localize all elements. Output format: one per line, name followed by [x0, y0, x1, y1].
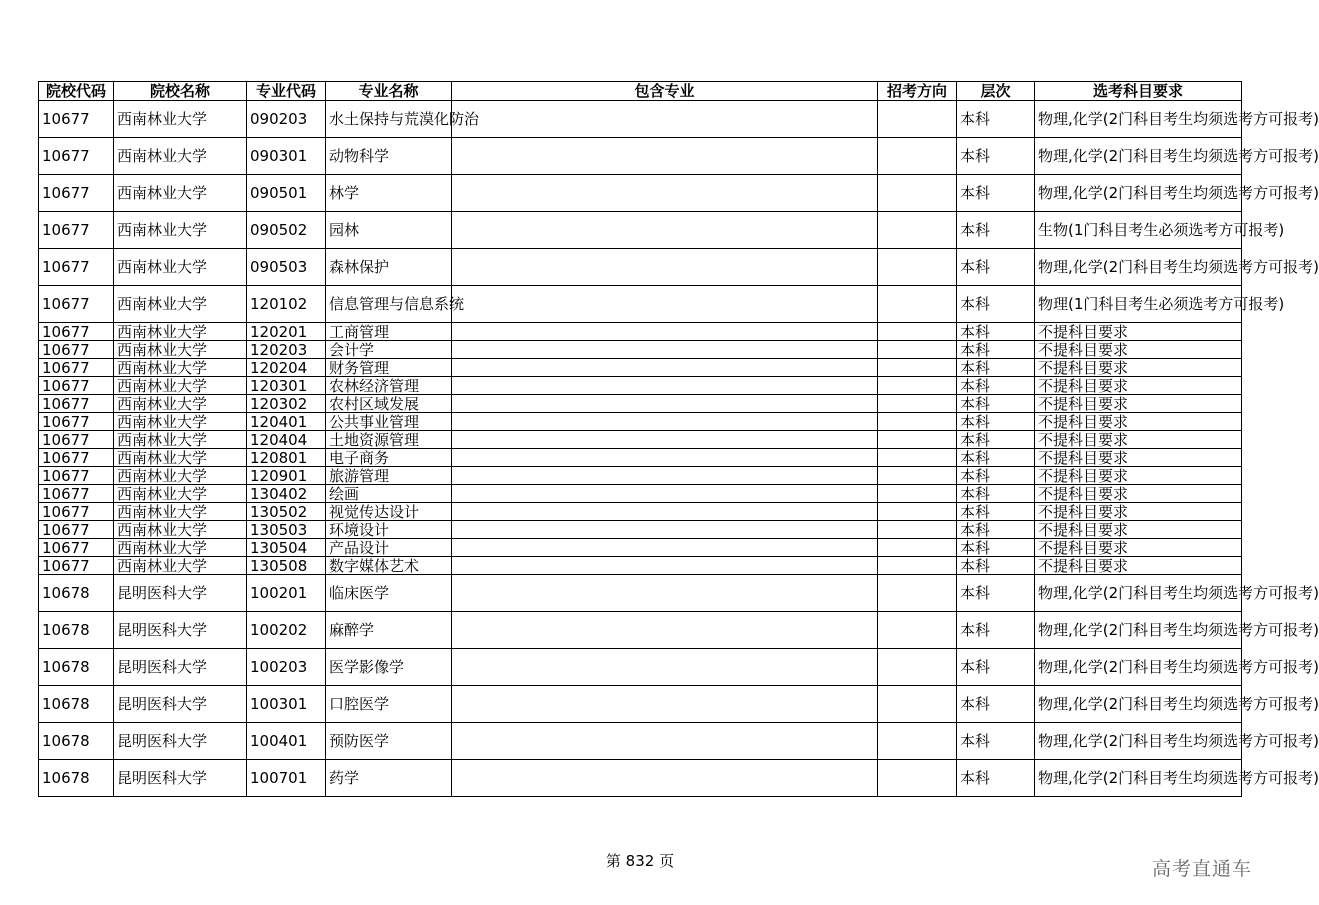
level-cell: 本科	[957, 723, 1035, 760]
school-code-cell: 10677	[39, 323, 114, 341]
major-code-cell: 090501	[247, 175, 326, 212]
major-name-cell: 林学	[326, 175, 452, 212]
school-code-cell: 10677	[39, 467, 114, 485]
included-majors-cell	[452, 649, 878, 686]
included-majors-cell	[452, 521, 878, 539]
level-cell: 本科	[957, 760, 1035, 797]
major-code-cell: 120901	[247, 467, 326, 485]
table-row	[39, 341, 1242, 359]
school-code-cell: 10677	[39, 249, 114, 286]
table-row	[39, 612, 1242, 649]
level-cell: 本科	[957, 485, 1035, 503]
table-row	[39, 377, 1242, 395]
direction-cell	[878, 249, 957, 286]
direction-cell	[878, 575, 957, 612]
major-name-cell: 财务管理	[326, 359, 452, 377]
school-name-cell: 昆明医科大学	[114, 575, 247, 612]
school-name-cell: 西南林业大学	[114, 521, 247, 539]
level-cell: 本科	[957, 377, 1035, 395]
school-name-cell: 西南林业大学	[114, 212, 247, 249]
header-direction: 招考方向	[878, 82, 957, 101]
table-row	[39, 539, 1242, 557]
subject-requirement-cell: 不提科目要求	[1035, 377, 1242, 395]
level-cell: 本科	[957, 557, 1035, 575]
included-majors-cell	[452, 449, 878, 467]
school-name-cell: 西南林业大学	[114, 138, 247, 175]
level-cell: 本科	[957, 212, 1035, 249]
included-majors-cell	[452, 557, 878, 575]
included-majors-cell	[452, 760, 878, 797]
header-major-name: 专业名称	[326, 82, 452, 101]
level-cell: 本科	[957, 138, 1035, 175]
level-cell: 本科	[957, 449, 1035, 467]
school-name-cell: 昆明医科大学	[114, 612, 247, 649]
level-cell: 本科	[957, 575, 1035, 612]
table-row	[39, 101, 1242, 138]
subject-requirement-cell: 不提科目要求	[1035, 431, 1242, 449]
school-name-cell: 昆明医科大学	[114, 760, 247, 797]
level-cell: 本科	[957, 539, 1035, 557]
table-row	[39, 359, 1242, 377]
school-code-cell: 10678	[39, 649, 114, 686]
header-major-code: 专业代码	[247, 82, 326, 101]
major-name-cell: 园林	[326, 212, 452, 249]
table-row	[39, 449, 1242, 467]
table-row	[39, 413, 1242, 431]
subject-requirement-cell: 不提科目要求	[1035, 485, 1242, 503]
major-code-cell: 090203	[247, 101, 326, 138]
school-code-cell: 10677	[39, 138, 114, 175]
major-name-cell: 视觉传达设计	[326, 503, 452, 521]
table-row	[39, 212, 1242, 249]
direction-cell	[878, 485, 957, 503]
school-code-cell: 10678	[39, 723, 114, 760]
included-majors-cell	[452, 612, 878, 649]
subject-requirement-cell: 不提科目要求	[1035, 341, 1242, 359]
direction-cell	[878, 649, 957, 686]
major-name-cell: 森林保护	[326, 249, 452, 286]
subject-requirement-cell: 物理,化学(2门科目考生均须选考方可报考)	[1035, 249, 1242, 286]
school-code-cell: 10677	[39, 377, 114, 395]
level-cell: 本科	[957, 101, 1035, 138]
direction-cell	[878, 449, 957, 467]
included-majors-cell	[452, 686, 878, 723]
subject-requirement-cell: 不提科目要求	[1035, 467, 1242, 485]
level-cell: 本科	[957, 649, 1035, 686]
direction-cell	[878, 686, 957, 723]
header-level: 层次	[957, 82, 1035, 101]
major-code-cell: 090503	[247, 249, 326, 286]
table-row	[39, 175, 1242, 212]
subject-requirement-cell: 物理,化学(2门科目考生均须选考方可报考)	[1035, 612, 1242, 649]
direction-cell	[878, 286, 957, 323]
included-majors-cell	[452, 723, 878, 760]
included-majors-cell	[452, 101, 878, 138]
major-code-cell: 130508	[247, 557, 326, 575]
major-code-cell: 120301	[247, 377, 326, 395]
school-name-cell: 西南林业大学	[114, 449, 247, 467]
direction-cell	[878, 539, 957, 557]
direction-cell	[878, 723, 957, 760]
school-name-cell: 西南林业大学	[114, 323, 247, 341]
major-name-cell: 绘画	[326, 485, 452, 503]
school-code-cell: 10677	[39, 395, 114, 413]
direction-cell	[878, 138, 957, 175]
major-name-cell: 信息管理与信息系统	[326, 286, 452, 323]
school-name-cell: 昆明医科大学	[114, 686, 247, 723]
major-code-cell: 120801	[247, 449, 326, 467]
included-majors-cell	[452, 539, 878, 557]
direction-cell	[878, 413, 957, 431]
major-name-cell: 旅游管理	[326, 467, 452, 485]
school-code-cell: 10677	[39, 212, 114, 249]
subject-requirement-cell: 不提科目要求	[1035, 323, 1242, 341]
major-code-cell: 120401	[247, 413, 326, 431]
major-name-cell: 会计学	[326, 341, 452, 359]
major-code-cell: 100401	[247, 723, 326, 760]
included-majors-cell	[452, 323, 878, 341]
direction-cell	[878, 175, 957, 212]
direction-cell	[878, 467, 957, 485]
level-cell: 本科	[957, 395, 1035, 413]
included-majors-cell	[452, 431, 878, 449]
school-name-cell: 西南林业大学	[114, 377, 247, 395]
subject-requirement-cell: 不提科目要求	[1035, 359, 1242, 377]
table-row	[39, 138, 1242, 175]
school-code-cell: 10678	[39, 686, 114, 723]
direction-cell	[878, 341, 957, 359]
school-code-cell: 10677	[39, 341, 114, 359]
subject-requirement-cell: 生物(1门科目考生必须选考方可报考)	[1035, 212, 1242, 249]
school-name-cell: 西南林业大学	[114, 467, 247, 485]
table-row	[39, 395, 1242, 413]
subject-requirement-cell: 物理(1门科目考生必须选考方可报考)	[1035, 286, 1242, 323]
table-row	[39, 503, 1242, 521]
school-name-cell: 西南林业大学	[114, 175, 247, 212]
table-row	[39, 485, 1242, 503]
school-name-cell: 西南林业大学	[114, 341, 247, 359]
watermark: 高考直通车	[1151, 858, 1252, 880]
included-majors-cell	[452, 341, 878, 359]
direction-cell	[878, 212, 957, 249]
included-majors-cell	[452, 138, 878, 175]
school-code-cell: 10677	[39, 557, 114, 575]
school-code-cell: 10677	[39, 101, 114, 138]
direction-cell	[878, 557, 957, 575]
table-row	[39, 723, 1242, 760]
header-included-majors: 包含专业	[452, 82, 878, 101]
included-majors-cell	[452, 467, 878, 485]
school-code-cell: 10677	[39, 485, 114, 503]
major-name-cell: 数字媒体艺术	[326, 557, 452, 575]
included-majors-cell	[452, 485, 878, 503]
subject-requirement-cell: 物理,化学(2门科目考生均须选考方可报考)	[1035, 723, 1242, 760]
level-cell: 本科	[957, 359, 1035, 377]
school-code-cell: 10678	[39, 760, 114, 797]
school-name-cell: 西南林业大学	[114, 557, 247, 575]
subject-requirement-cell: 物理,化学(2门科目考生均须选考方可报考)	[1035, 175, 1242, 212]
subject-requirement-cell: 不提科目要求	[1035, 395, 1242, 413]
major-code-cell: 090502	[247, 212, 326, 249]
included-majors-cell	[452, 503, 878, 521]
school-code-cell: 10677	[39, 286, 114, 323]
school-name-cell: 西南林业大学	[114, 101, 247, 138]
school-name-cell: 昆明医科大学	[114, 723, 247, 760]
subject-requirement-cell: 不提科目要求	[1035, 503, 1242, 521]
major-name-cell: 土地资源管理	[326, 431, 452, 449]
major-code-cell: 100301	[247, 686, 326, 723]
level-cell: 本科	[957, 431, 1035, 449]
subject-requirement-cell: 不提科目要求	[1035, 449, 1242, 467]
major-code-cell: 120204	[247, 359, 326, 377]
school-name-cell: 西南林业大学	[114, 503, 247, 521]
included-majors-cell	[452, 575, 878, 612]
level-cell: 本科	[957, 467, 1035, 485]
school-code-cell: 10677	[39, 539, 114, 557]
level-cell: 本科	[957, 323, 1035, 341]
table-row	[39, 323, 1242, 341]
subject-requirement-cell: 不提科目要求	[1035, 539, 1242, 557]
school-code-cell: 10677	[39, 521, 114, 539]
header-school-code: 院校代码	[39, 82, 114, 101]
major-name-cell: 农村区域发展	[326, 395, 452, 413]
table-row	[39, 521, 1242, 539]
level-cell: 本科	[957, 286, 1035, 323]
header-school-name: 院校名称	[114, 82, 247, 101]
major-code-cell: 120203	[247, 341, 326, 359]
major-name-cell: 预防医学	[326, 723, 452, 760]
school-name-cell: 西南林业大学	[114, 286, 247, 323]
school-code-cell: 10677	[39, 359, 114, 377]
major-code-cell: 120201	[247, 323, 326, 341]
major-name-cell: 药学	[326, 760, 452, 797]
page-number: 第 832 页	[605, 852, 675, 870]
direction-cell	[878, 323, 957, 341]
school-name-cell: 西南林业大学	[114, 359, 247, 377]
major-name-cell: 公共事业管理	[326, 413, 452, 431]
major-name-cell: 工商管理	[326, 323, 452, 341]
major-name-cell: 农林经济管理	[326, 377, 452, 395]
included-majors-cell	[452, 175, 878, 212]
school-name-cell: 西南林业大学	[114, 413, 247, 431]
major-name-cell: 临床医学	[326, 575, 452, 612]
major-code-cell: 100203	[247, 649, 326, 686]
included-majors-cell	[452, 212, 878, 249]
direction-cell	[878, 359, 957, 377]
table-row	[39, 249, 1242, 286]
major-name-cell: 环境设计	[326, 521, 452, 539]
major-code-cell: 130402	[247, 485, 326, 503]
direction-cell	[878, 521, 957, 539]
level-cell: 本科	[957, 521, 1035, 539]
included-majors-cell	[452, 286, 878, 323]
table-row	[39, 557, 1242, 575]
subject-requirement-cell: 不提科目要求	[1035, 557, 1242, 575]
included-majors-cell	[452, 395, 878, 413]
direction-cell	[878, 612, 957, 649]
subject-requirement-cell: 不提科目要求	[1035, 413, 1242, 431]
subject-requirement-cell: 物理,化学(2门科目考生均须选考方可报考)	[1035, 649, 1242, 686]
major-code-cell: 130503	[247, 521, 326, 539]
school-name-cell: 西南林业大学	[114, 485, 247, 503]
major-code-cell: 120102	[247, 286, 326, 323]
school-name-cell: 昆明医科大学	[114, 649, 247, 686]
subject-requirement-cell: 物理,化学(2门科目考生均须选考方可报考)	[1035, 686, 1242, 723]
school-name-cell: 西南林业大学	[114, 539, 247, 557]
level-cell: 本科	[957, 249, 1035, 286]
level-cell: 本科	[957, 175, 1035, 212]
admission-requirements-table	[38, 81, 1319, 797]
level-cell: 本科	[957, 612, 1035, 649]
level-cell: 本科	[957, 413, 1035, 431]
major-code-cell: 100701	[247, 760, 326, 797]
table-row	[39, 286, 1242, 323]
direction-cell	[878, 395, 957, 413]
table-header-row	[39, 82, 1242, 101]
major-code-cell: 130502	[247, 503, 326, 521]
major-name-cell: 产品设计	[326, 539, 452, 557]
major-name-cell: 动物科学	[326, 138, 452, 175]
included-majors-cell	[452, 413, 878, 431]
major-code-cell: 090301	[247, 138, 326, 175]
subject-requirement-cell: 物理,化学(2门科目考生均须选考方可报考)	[1035, 575, 1242, 612]
school-code-cell: 10678	[39, 612, 114, 649]
direction-cell	[878, 377, 957, 395]
table-row	[39, 686, 1242, 723]
major-name-cell: 电子商务	[326, 449, 452, 467]
table-row	[39, 760, 1242, 797]
school-code-cell: 10678	[39, 575, 114, 612]
header-subject-requirement: 选考科目要求	[1035, 82, 1242, 101]
subject-requirement-cell: 物理,化学(2门科目考生均须选考方可报考)	[1035, 101, 1242, 138]
major-name-cell: 水土保持与荒漠化防治	[326, 101, 452, 138]
major-name-cell: 医学影像学	[326, 649, 452, 686]
subject-requirement-cell: 物理,化学(2门科目考生均须选考方可报考)	[1035, 138, 1242, 175]
included-majors-cell	[452, 249, 878, 286]
major-code-cell: 100202	[247, 612, 326, 649]
major-name-cell: 麻醉学	[326, 612, 452, 649]
level-cell: 本科	[957, 503, 1035, 521]
major-name-cell: 口腔医学	[326, 686, 452, 723]
direction-cell	[878, 503, 957, 521]
school-name-cell: 西南林业大学	[114, 431, 247, 449]
level-cell: 本科	[957, 686, 1035, 723]
school-code-cell: 10677	[39, 413, 114, 431]
school-code-cell: 10677	[39, 503, 114, 521]
school-code-cell: 10677	[39, 449, 114, 467]
major-code-cell: 120404	[247, 431, 326, 449]
table-row	[39, 649, 1242, 686]
direction-cell	[878, 431, 957, 449]
included-majors-cell	[452, 377, 878, 395]
major-code-cell: 100201	[247, 575, 326, 612]
school-code-cell: 10677	[39, 431, 114, 449]
subject-requirement-cell: 物理,化学(2门科目考生均须选考方可报考)	[1035, 760, 1242, 797]
table-row	[39, 575, 1242, 612]
school-name-cell: 西南林业大学	[114, 249, 247, 286]
school-name-cell: 西南林业大学	[114, 395, 247, 413]
direction-cell	[878, 101, 957, 138]
level-cell: 本科	[957, 341, 1035, 359]
included-majors-cell	[452, 359, 878, 377]
direction-cell	[878, 760, 957, 797]
subject-requirement-cell: 不提科目要求	[1035, 521, 1242, 539]
school-code-cell: 10677	[39, 175, 114, 212]
major-code-cell: 130504	[247, 539, 326, 557]
table-row	[39, 431, 1242, 449]
major-code-cell: 120302	[247, 395, 326, 413]
table-row	[39, 467, 1242, 485]
